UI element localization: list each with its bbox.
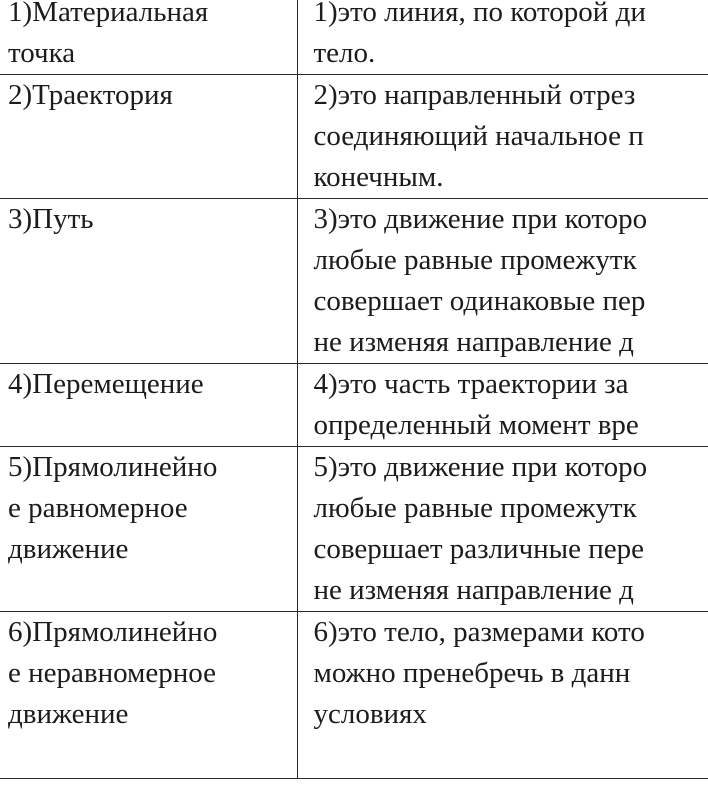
term-cell bbox=[0, 0, 297, 75]
definition-text-line: соединяющий начальное п bbox=[313, 120, 644, 152]
term-cell bbox=[0, 364, 297, 447]
term-text-line: е неравномерное bbox=[8, 657, 217, 689]
definition-text-line: совершает различные пере bbox=[313, 533, 645, 565]
term-text-line: 4)Перемещение bbox=[8, 368, 204, 400]
definition-cell bbox=[297, 199, 708, 364]
term-cell bbox=[0, 75, 297, 199]
definition-text-line: совершает одинаковые пер bbox=[313, 285, 646, 317]
definition-text-line: 2)это направленный отрез bbox=[313, 79, 636, 111]
definition-text-line: 5)это движение при которо bbox=[313, 451, 648, 483]
term-text-line: 3)Путь bbox=[8, 203, 94, 235]
definition-text-line: 4)это часть траектории за bbox=[313, 368, 629, 400]
definition-cell bbox=[297, 612, 708, 779]
definition-text-line: условиях bbox=[313, 698, 427, 730]
term-text-line: движение bbox=[8, 698, 129, 730]
term-cell bbox=[0, 199, 297, 364]
definition-cell bbox=[297, 75, 708, 199]
term-text-line: 2)Траектория bbox=[8, 79, 173, 111]
table-row bbox=[0, 447, 708, 612]
term-text-line: точка bbox=[8, 37, 76, 69]
term-text-line: е равномерное bbox=[8, 492, 188, 524]
term-text-line: 6)Прямолинейно bbox=[8, 616, 218, 648]
table-row bbox=[0, 364, 708, 447]
definition-text-line: определенный момент вре bbox=[313, 409, 639, 441]
definition-text-line: любые равные промежутк bbox=[313, 492, 637, 524]
definition-text-line: любые равные промежутк bbox=[313, 244, 637, 276]
definition-cell bbox=[297, 0, 708, 75]
term-cell bbox=[0, 612, 297, 779]
term-text-line: 1)Материальная bbox=[8, 0, 209, 28]
definition-text-line: не изменяя направление д bbox=[313, 574, 634, 606]
definition-text-line: 3)это движение при которо bbox=[313, 203, 648, 235]
definition-text-line: можно пренебречь в данн bbox=[313, 657, 631, 689]
definition-cell bbox=[297, 364, 708, 447]
term-text-line: 5)Прямолинейно bbox=[8, 451, 218, 483]
term-text-line: движение bbox=[8, 533, 129, 565]
table-row bbox=[0, 199, 708, 364]
definition-text-line: конечным. bbox=[313, 161, 444, 193]
definition-text-line: 6)это тело, размерами кото bbox=[313, 616, 645, 648]
definition-text-line: тело. bbox=[313, 37, 376, 69]
term-cell bbox=[0, 447, 297, 612]
definition-text-line: не изменяя направление д bbox=[313, 326, 634, 358]
definition-cell bbox=[297, 447, 708, 612]
definition-text-line: 1)это линия, по которой ди bbox=[313, 0, 646, 28]
table-row bbox=[0, 0, 708, 75]
table-row bbox=[0, 612, 708, 779]
table-row bbox=[0, 75, 708, 199]
